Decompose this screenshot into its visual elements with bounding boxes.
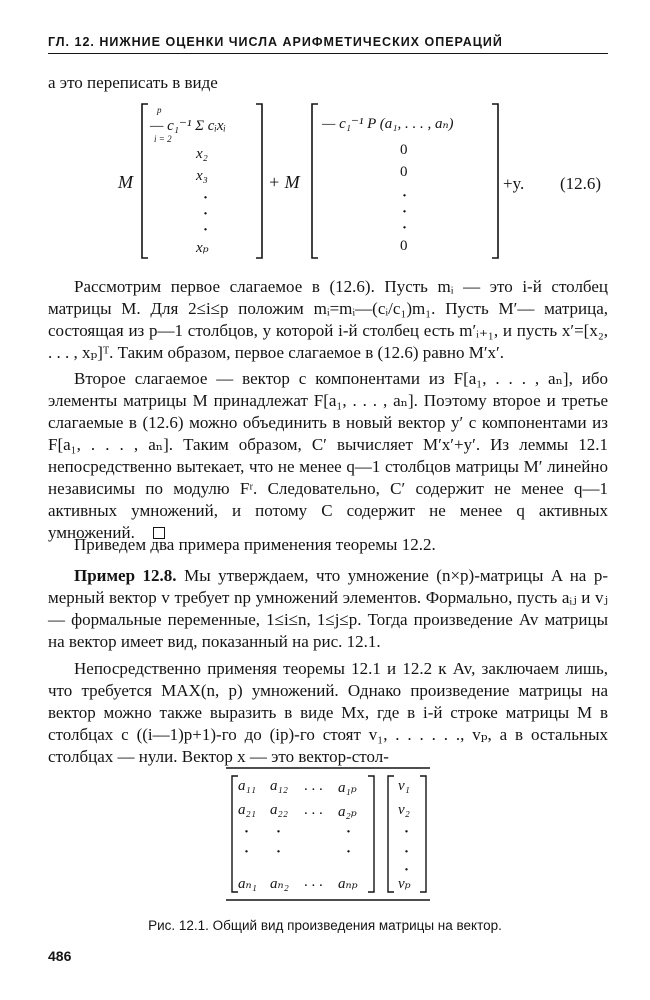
eq-col2-zero: 0 [400, 238, 408, 254]
fig-dot: · [244, 824, 250, 840]
fig-a2p: a₂ₚ [338, 804, 357, 820]
eq-col2-dot: · [402, 220, 408, 236]
eq-col1-xp: xₚ [196, 240, 209, 256]
fig-dot: · [276, 824, 282, 840]
fig-vp: vₚ [398, 876, 411, 892]
fig-a22: a₂₂ [270, 802, 288, 818]
paragraph-2 [48, 368, 608, 544]
eq-col1-dot: · [203, 206, 209, 222]
fig-dots: . . . [304, 802, 323, 818]
fig-dot: · [244, 844, 250, 860]
eq-col1-dot: · [203, 190, 209, 206]
figure-12-1 [0, 760, 650, 910]
eq-col2-zero: 0 [400, 142, 408, 158]
fig-a21: a₂₁ [238, 802, 256, 818]
running-header: ГЛ. 12. НИЖНИЕ ОЦЕНКИ ЧИСЛА АРИФМЕТИЧЕСКИХ ОПЕРАЦИЙ [48, 35, 608, 54]
fig-a1p: a₁ₚ [338, 780, 357, 796]
eq-sum-upper: p [157, 105, 162, 115]
eq-col2-zero: 0 [400, 164, 408, 180]
eq-number: (12.6) [560, 174, 602, 193]
fig-dots: . . . [304, 874, 323, 890]
page-number: 486 [48, 948, 72, 964]
fig-dot: · [404, 844, 410, 860]
fig-dots: . . . [304, 778, 323, 794]
fig-dot: · [404, 862, 410, 878]
example-12-8 [48, 565, 608, 653]
eq-plus-M: + M [268, 172, 300, 192]
paragraph-2-text: Второе слагаемое — вектор с компонентами из F[a₁, . . . , aₙ], ибо элементы матрицы M принадлежат F[a₁, . . . , aₙ]. Поэтому второе и третье слагаемые в (12.6) можно объединить в новый вектор y′ с компонентами из F[a₁, . . . , aₙ]. Таким образом, C′ вычисляет M′x′+y′. Из леммы 12.1 непосредственно вытекает, что не менее q—1 столбцов матрицы M′ линейно независимы по модулю Fʳ. Следовательно, C′ содержит не менее q—1 активных умножений, и потому C содержит не менее q активных умножений. [48, 369, 608, 542]
eq-plus-y: +y. [503, 174, 525, 193]
eq-col2-row1: — c₁⁻¹ P (a₁, . . . , aₙ) [322, 116, 454, 132]
fig-v1: v₁ [398, 778, 410, 794]
fig-dot: · [276, 844, 282, 860]
eq-matrix-M: M [118, 172, 133, 192]
figure-caption: Рис. 12.1. Общий вид произведения матрицы на вектор. [148, 918, 502, 933]
paragraph-3: Приведем два примера применения теоремы 12.2. [74, 535, 436, 554]
equation-12-6 [0, 98, 650, 268]
eq-sum-lower: i = 2 [154, 134, 172, 144]
figure-frame [0, 760, 650, 910]
fig-anp: aₙₚ [338, 876, 358, 892]
fig-dot: · [404, 824, 410, 840]
example-text: Мы утверждаем, что умножение (n×p)-матрицы A на p-мерный вектор v требует np умножений элементов. Формально, пусть aᵢⱼ и vⱼ — формальные переменные, 1≤i≤n, 1≤j≤p. Тогда произведение Av матрицы на вектор имеет вид, показанный на рис. 12.1. [48, 566, 609, 651]
eq-col1-row1: — c₁⁻¹ Σ cᵢxᵢ [150, 118, 226, 134]
fig-an2: aₙ₂ [270, 876, 289, 892]
fig-a11: a₁₁ [238, 778, 256, 794]
paragraph-1: Рассмотрим первое слагаемое в (12.6). Пусть mᵢ — это i-й столбец матрицы M. Для 2≤i≤p положим mᵢ=mᵢ—(cᵢ/c₁)m₁. Пусть M′— матрица, состоящая из p—1 столбцов, у которой i-й столбец есть m′ᵢ₊₁, и пусть x′=[x₂, . . . , xₚ]ᵀ. Таким образом, первое слагаемое в (12.6) равно M′x′. [48, 277, 608, 362]
fig-dot: · [346, 824, 352, 840]
fig-v2: v₂ [398, 802, 410, 818]
eq-col1-x2: x₂ [196, 146, 208, 162]
intro-line: а это переписать в виде [48, 73, 218, 92]
fig-an1: aₙ₁ [238, 876, 257, 892]
eq-col1-dot: · [203, 222, 209, 238]
eq-col2-dot: · [402, 188, 408, 204]
eq-col1-x3: x₃ [196, 168, 208, 184]
fig-a12: a₁₂ [270, 778, 288, 794]
example-label: Пример 12.8. [74, 566, 177, 585]
eq-col2-dot: · [402, 204, 408, 220]
paragraph-5: Непосредственно применяя теоремы 12.1 и 12.2 к Av, заключаем лишь, что требуется MAX(n, p) умножений. Однако произведение матрицы на вектор можно также выразить в виде Mx, где в i-й строке матрицы M в столбцах с ((i—1)p+1)-го до (ip)-го стоят v₁, . . . . . ., vₚ, а в остальных столбцах — нули. Вектор x — это вектор-стол- [48, 659, 608, 766]
fig-dot: · [346, 844, 352, 860]
